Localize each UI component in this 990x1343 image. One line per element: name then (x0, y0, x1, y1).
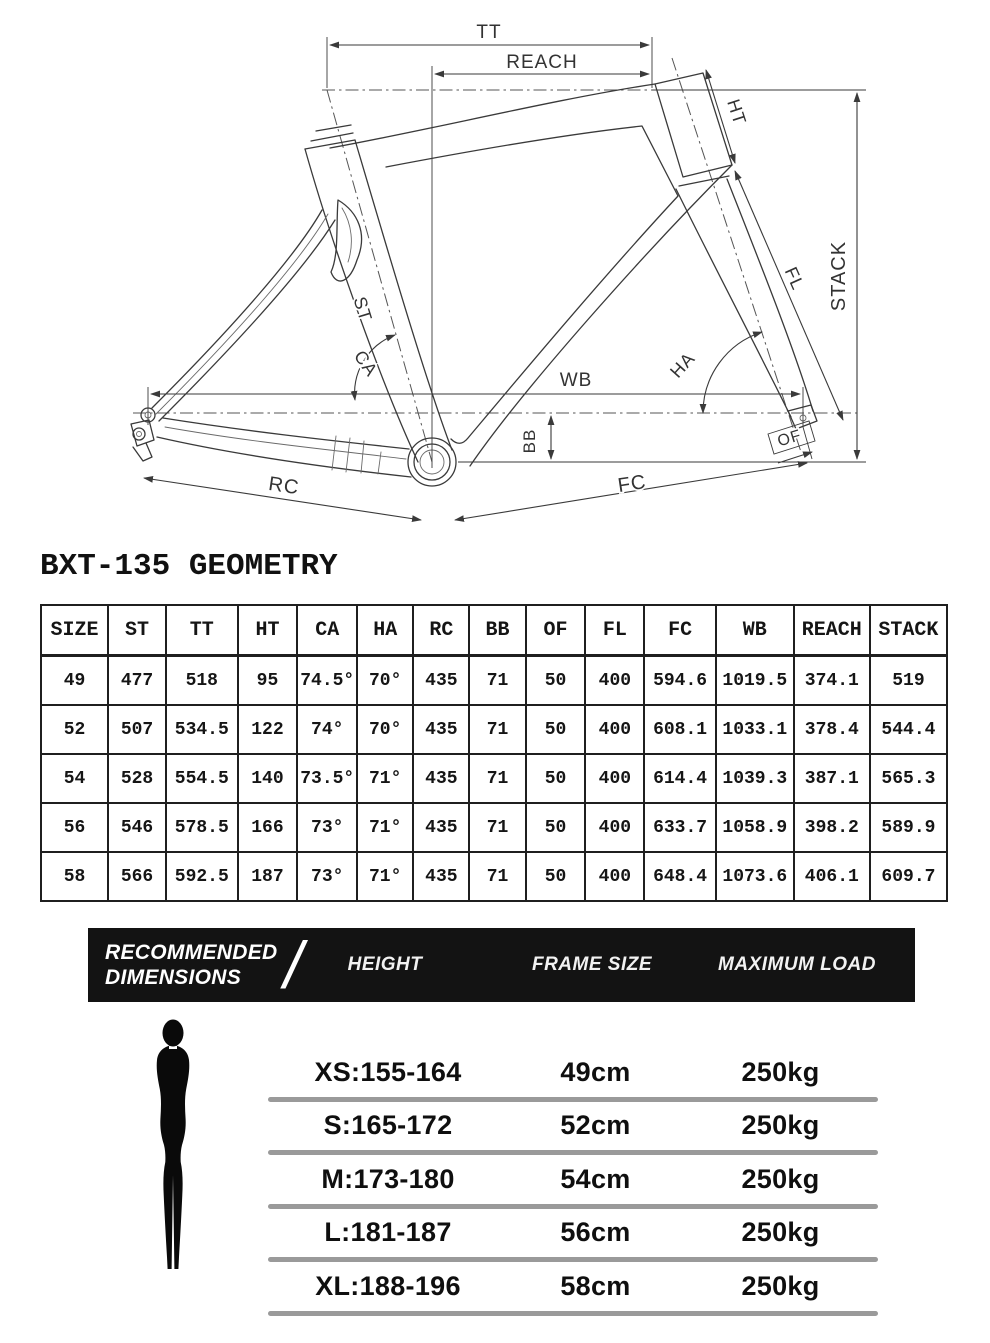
label-of: OF (775, 427, 804, 451)
geometry-cell: 73° (297, 803, 357, 852)
geometry-cell: 73° (297, 852, 357, 901)
column-header-height: HEIGHT (347, 954, 423, 975)
geometry-cell: 507 (108, 705, 166, 754)
geometry-table-body (41, 656, 947, 902)
title-line-1: RECOMMENDED (105, 941, 278, 964)
geometry-cell: 387.1 (794, 754, 870, 803)
geometry-column-header: SIZE (41, 605, 108, 656)
geometry-cell: 518 (166, 656, 238, 706)
recommended-dimensions-header (88, 928, 915, 1002)
geometry-cell: 608.1 (644, 705, 716, 754)
label-ca: CA (349, 346, 382, 381)
geometry-cell: 435 (413, 803, 469, 852)
geometry-cell: 70° (357, 656, 413, 706)
geometry-cell: 56 (41, 803, 108, 852)
geometry-cell: 400 (585, 754, 644, 803)
geometry-cell: 534.5 (166, 705, 238, 754)
geometry-cell: 435 (413, 754, 469, 803)
geometry-cell: 565.3 (870, 754, 947, 803)
size-row (268, 1048, 878, 1102)
geometry-cell: 400 (585, 705, 644, 754)
frame-geometry-diagram (0, 0, 990, 545)
geometry-column-header: CA (297, 605, 357, 656)
label-stack: STACK (828, 240, 850, 312)
max-load-value: 250kg (741, 1217, 820, 1248)
table-row (41, 754, 947, 803)
frame-size-value: 54cm (560, 1163, 631, 1194)
geometry-cell: 74.5° (297, 656, 357, 706)
geometry-cell: 58 (41, 852, 108, 901)
geometry-table (40, 604, 948, 902)
geometry-cell: 609.7 (870, 852, 947, 901)
height-range: M:173-180 (321, 1163, 455, 1194)
table-row (41, 852, 947, 901)
geometry-cell: 54 (41, 754, 108, 803)
size-row (268, 1262, 878, 1316)
geometry-column-header: WB (716, 605, 794, 656)
frame-size-value: 49cm (560, 1056, 631, 1087)
geometry-column-header: FC (644, 605, 716, 656)
geometry-cell: 71° (357, 803, 413, 852)
column-header-max-load: MAXIMUM LOAD (718, 954, 876, 975)
geometry-column-header: TT (166, 605, 238, 656)
dimension-labels (267, 22, 850, 499)
max-load-value: 250kg (741, 1056, 820, 1087)
label-fc: FC (616, 471, 648, 498)
geometry-cell: 1019.5 (716, 656, 794, 706)
size-row (268, 1102, 878, 1156)
geometry-cell: 578.5 (166, 803, 238, 852)
geometry-cell: 398.2 (794, 803, 870, 852)
geometry-cell: 95 (238, 656, 298, 706)
slash-divider: / (284, 928, 303, 1002)
geometry-column-header: RC (413, 605, 469, 656)
geometry-cell: 50 (526, 754, 586, 803)
size-recommendation-list (268, 1048, 878, 1316)
geometry-cell: 71 (469, 656, 525, 706)
geometry-cell: 71 (469, 803, 525, 852)
max-load-value: 250kg (741, 1110, 820, 1141)
max-load-value: 250kg (741, 1163, 820, 1194)
geometry-column-header: REACH (794, 605, 870, 656)
geometry-cell: 50 (526, 852, 586, 901)
label-tt: TT (476, 22, 502, 43)
label-fl: FL (780, 263, 809, 294)
geometry-cell: 566 (108, 852, 166, 901)
geometry-cell: 528 (108, 754, 166, 803)
geometry-column-header: OF (526, 605, 586, 656)
recommended-dimensions-title (105, 940, 277, 990)
label-reach: REACH (506, 52, 578, 73)
geometry-cell: 633.7 (644, 803, 716, 852)
title-line-2: DIMENSIONS (105, 966, 242, 990)
frame-size-value: 52cm (560, 1110, 631, 1141)
geometry-cell: 122 (238, 705, 298, 754)
geometry-cell: 477 (108, 656, 166, 706)
geometry-cell: 594.6 (644, 656, 716, 706)
frame-size-value: 56cm (560, 1217, 631, 1248)
size-row (268, 1155, 878, 1209)
geometry-cell: 1033.1 (716, 705, 794, 754)
geometry-cell: 71 (469, 852, 525, 901)
geometry-cell: 1039.3 (716, 754, 794, 803)
height-range: S:165-172 (323, 1110, 453, 1141)
table-row (41, 705, 947, 754)
geometry-cell: 140 (238, 754, 298, 803)
page-title: BXT-135 GEOMETRY (40, 549, 338, 584)
geometry-cell: 406.1 (794, 852, 870, 901)
dimension-lines (144, 37, 866, 520)
geometry-cell: 400 (585, 803, 644, 852)
geometry-cell: 614.4 (644, 754, 716, 803)
geometry-column-header: HT (238, 605, 298, 656)
geometry-cell: 519 (870, 656, 947, 706)
geometry-cell: 50 (526, 705, 586, 754)
geometry-cell: 49 (41, 656, 108, 706)
geometry-cell: 435 (413, 705, 469, 754)
geometry-column-header: HA (357, 605, 413, 656)
label-ha: HA (666, 348, 700, 382)
geometry-cell: 589.9 (870, 803, 947, 852)
geometry-column-header: ST (108, 605, 166, 656)
geometry-cell: 187 (238, 852, 298, 901)
label-bb: BB (520, 428, 539, 454)
row-divider (268, 1311, 878, 1316)
geometry-cell: 400 (585, 656, 644, 706)
geometry-cell: 73.5° (297, 754, 357, 803)
geometry-cell: 71° (357, 852, 413, 901)
table-row (41, 656, 947, 706)
table-row (41, 803, 947, 852)
geometry-cell: 378.4 (794, 705, 870, 754)
geometry-cell: 52 (41, 705, 108, 754)
geometry-column-header: BB (469, 605, 525, 656)
geometry-cell: 50 (526, 803, 586, 852)
human-silhouette (136, 1019, 210, 1275)
frame-size-value: 58cm (560, 1270, 631, 1301)
max-load-value: 250kg (741, 1270, 820, 1301)
geometry-cell: 74° (297, 705, 357, 754)
label-rc: RC (266, 472, 301, 500)
column-header-frame-size: FRAME SIZE (531, 954, 653, 975)
size-row (268, 1209, 878, 1263)
geometry-cell: 400 (585, 852, 644, 901)
geometry-cell: 374.1 (794, 656, 870, 706)
geometry-header-row (41, 605, 947, 656)
geometry-cell: 435 (413, 852, 469, 901)
geometry-cell: 166 (238, 803, 298, 852)
geometry-cell: 1058.9 (716, 803, 794, 852)
height-range: XS:155-164 (314, 1056, 462, 1087)
geometry-cell: 592.5 (166, 852, 238, 901)
geometry-cell: 648.4 (644, 852, 716, 901)
bike-frame-drawing (131, 73, 817, 486)
label-st: ST (349, 294, 376, 325)
label-ht: HT (723, 96, 751, 128)
geometry-cell: 70° (357, 705, 413, 754)
geometry-cell: 71 (469, 705, 525, 754)
geometry-column-header: STACK (870, 605, 947, 656)
geometry-cell: 435 (413, 656, 469, 706)
geometry-cell: 71 (469, 754, 525, 803)
geometry-cell: 71° (357, 754, 413, 803)
geometry-cell: 1073.6 (716, 852, 794, 901)
geometry-cell: 546 (108, 803, 166, 852)
geometry-cell: 554.5 (166, 754, 238, 803)
construction-lines (133, 58, 860, 462)
geometry-cell: 50 (526, 656, 586, 706)
height-range: L:181-187 (324, 1217, 452, 1248)
height-range: XL:188-196 (315, 1270, 461, 1301)
label-wb: WB (559, 370, 593, 391)
geometry-column-header: FL (585, 605, 644, 656)
geometry-cell: 544.4 (870, 705, 947, 754)
